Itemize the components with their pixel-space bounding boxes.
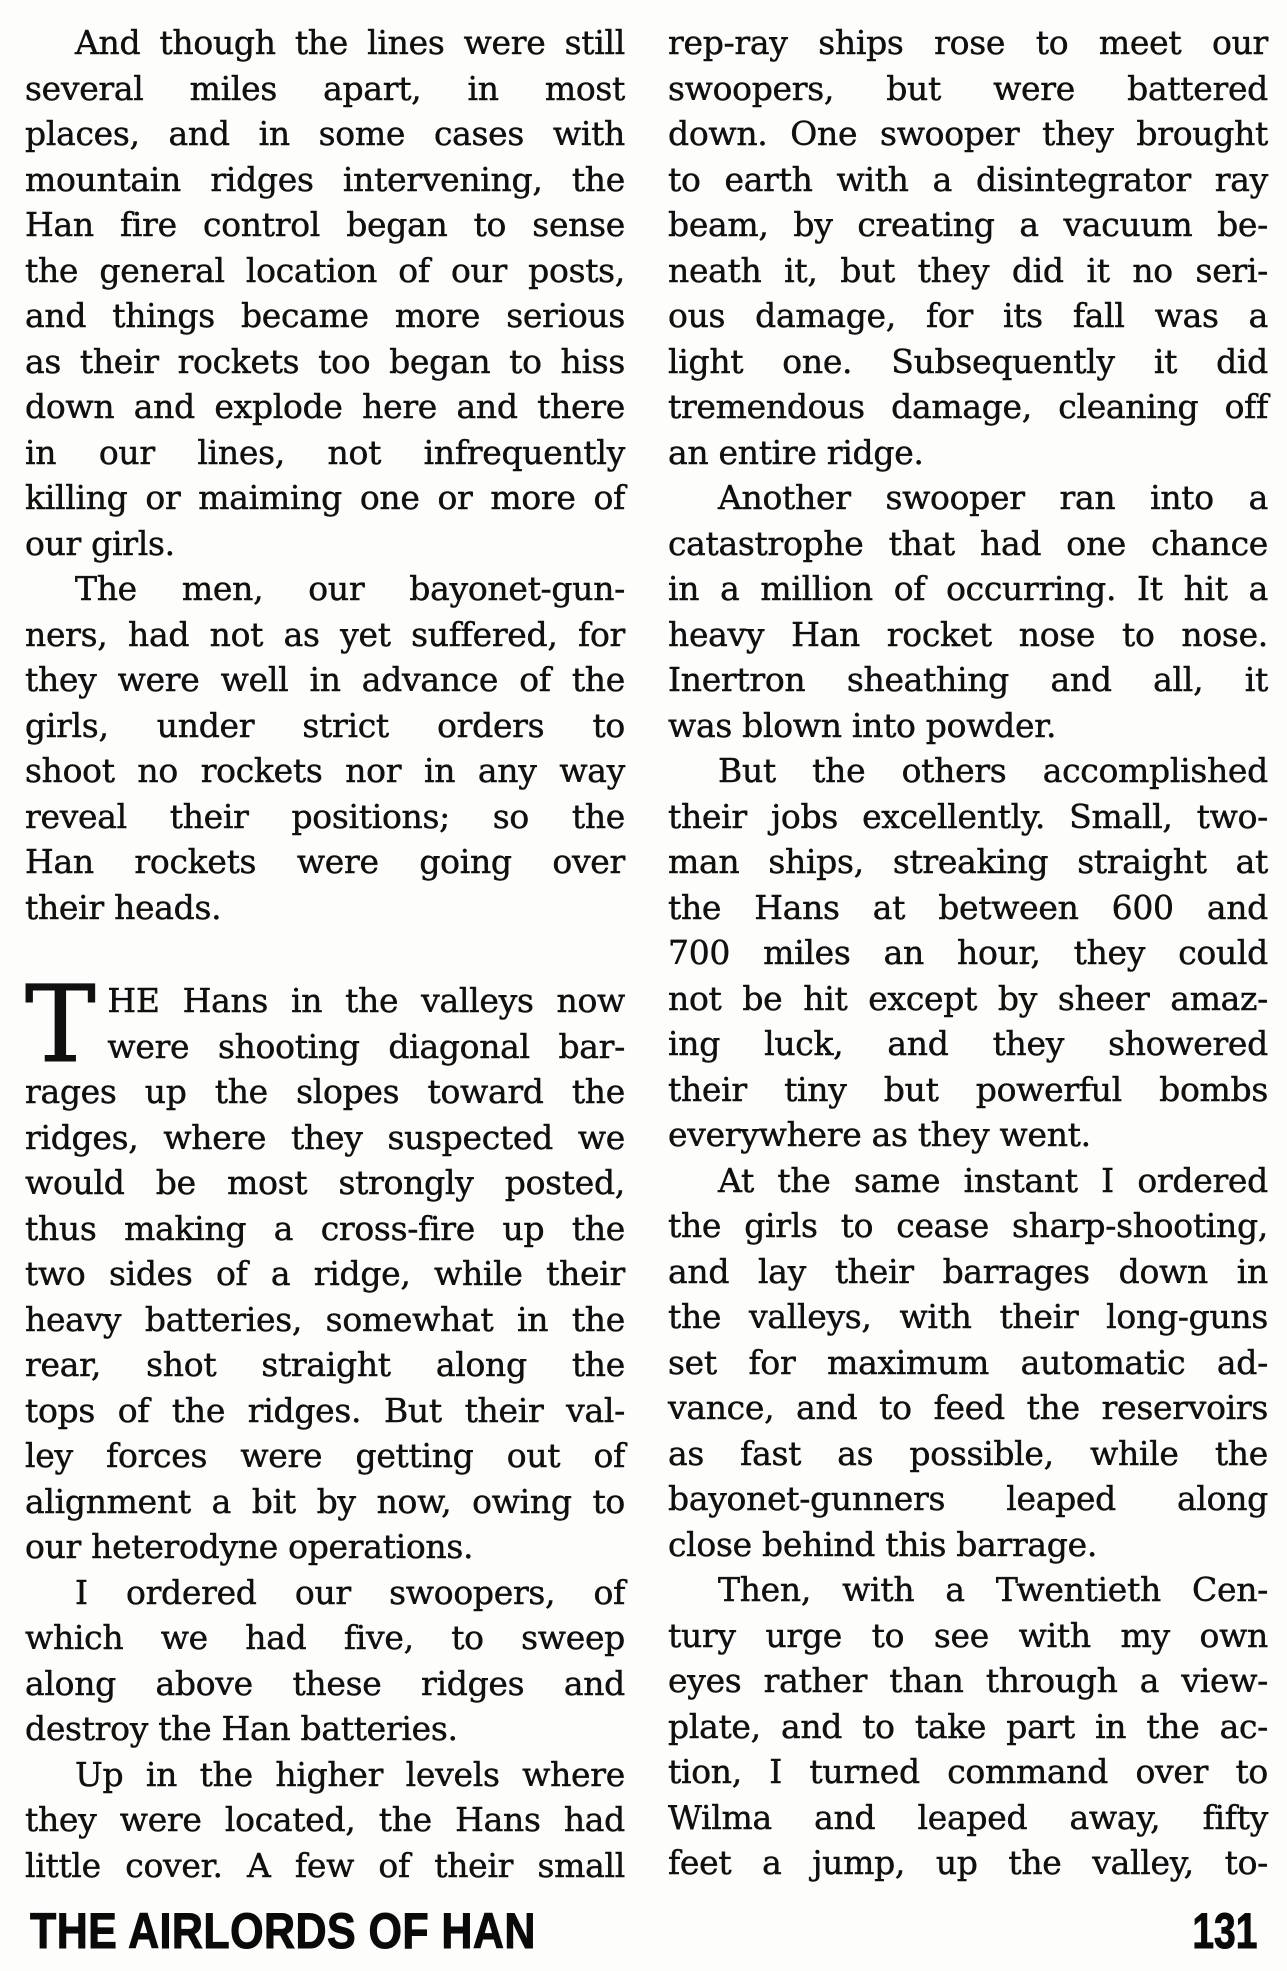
text-line: their jobs excellently. Small, two- (668, 796, 1268, 836)
text-line: as fast as possible, while the (668, 1433, 1268, 1473)
text-line: HE Hans in the valleys now (107, 981, 625, 1020)
text-line: along above these ridges and (25, 1663, 625, 1703)
text-line: Han rockets were going over (25, 842, 625, 881)
text-line: ners, had not as yet suffered, for (25, 614, 625, 654)
text-line: as their rockets too began to hiss (25, 341, 625, 381)
text-line: which we had five, to sweep (25, 1618, 625, 1657)
text-line: killing or maiming one or more of (25, 478, 625, 517)
text-line: I ordered our swoopers, of (75, 1572, 625, 1612)
paragraph (668, 475, 1268, 748)
text-line: But the others accomplished (718, 751, 1268, 790)
text-line: Inertron sheathing and all, it (668, 660, 1268, 699)
text-line: bayonet-gunners leaped along (668, 1479, 1268, 1518)
text-column-left (25, 20, 625, 1888)
text-line: beam, by creating a vacuum be- (668, 205, 1268, 244)
text-line: mountain ridges intervening, the (25, 159, 625, 199)
text-line: several miles apart, in most (25, 68, 625, 108)
text-line: catastrophe that had one chance (668, 523, 1268, 563)
text-line: rear, shot straight along the (25, 1345, 625, 1384)
footer-book-title: THE AIRLORDS OF HAN (30, 1903, 536, 1959)
text-line: Wilma and leaped away, fifty (668, 1797, 1268, 1837)
text-line: the girls to cease sharp-shooting, (668, 1206, 1268, 1245)
text-line: their tiny but powerful bombs (668, 1069, 1268, 1109)
paragraph (668, 748, 1268, 1158)
text-line: two sides of a ridge, while their (25, 1254, 625, 1293)
text-line: swoopers, but were battered (668, 68, 1268, 108)
paragraph (668, 1567, 1268, 1886)
text-line: the general location of our posts, (25, 250, 625, 290)
text-line: And though the lines were still (75, 23, 625, 62)
text-line: destroy the Han batteries. (25, 1709, 458, 1748)
text-line: tremendous damage, cleaning off (668, 387, 1268, 426)
text-line: Up in the higher levels where (75, 1754, 625, 1794)
paragraph (25, 20, 625, 566)
text-line: down. One swooper they brought (668, 114, 1268, 153)
text-line: their heads. (25, 887, 222, 927)
text-line: close behind this barrage. (668, 1524, 1098, 1564)
text-line: little cover. A few of their small (25, 1845, 625, 1885)
text-line: The men, our bayonet-gun- (75, 569, 625, 608)
text-line: plate, and to take part in the ac- (668, 1706, 1268, 1746)
running-footer (30, 1902, 1257, 1960)
text-line: the Hans at between 600 and (668, 887, 1268, 927)
text-line: the valleys, with their long-guns (668, 1297, 1268, 1336)
paragraph (668, 20, 1268, 475)
text-line: our girls. (25, 523, 175, 563)
text-line: in a million of occurring. It hit a (668, 569, 1268, 608)
text-line: down and explode here and there (25, 387, 625, 426)
text-line: was blown into powder. (668, 705, 1057, 745)
paragraph (25, 1752, 625, 1889)
text-line: ridges, where they suspected we (25, 1117, 625, 1157)
text-line: heavy batteries, somewhat in the (25, 1299, 625, 1339)
drop-cap-letter: T (25, 963, 96, 1086)
text-line: not be hit except by sheer amaz- (668, 978, 1268, 1018)
paragraph (25, 963, 625, 1570)
text-line: an entire ridge. (668, 432, 924, 472)
text-line: Han fire control began to sense (25, 205, 625, 244)
text-line: Another swooper ran into a (718, 478, 1268, 517)
text-line: ing luck, and they showered (668, 1024, 1268, 1063)
text-line: and lay their barrages down in (668, 1251, 1268, 1291)
text-line: were shooting diagonal bar- (107, 1026, 625, 1066)
text-line: would be most strongly posted, (25, 1163, 625, 1202)
text-line: At the same instant I ordered (718, 1160, 1268, 1200)
text-line: 700 miles an hour, they could (668, 933, 1268, 972)
text-line: vance, and to feed the reservoirs (668, 1388, 1268, 1427)
text-line: reveal their positions; so the (25, 796, 625, 836)
text-line: to earth with a disintegrator ray (668, 159, 1268, 199)
text-line: tops of the ridges. But their val- (25, 1390, 625, 1430)
paragraph (25, 1570, 625, 1752)
text-line: set for maximum automatic ad- (668, 1342, 1268, 1382)
paragraph (25, 566, 625, 930)
text-line: tion, I turned command over to (668, 1752, 1268, 1791)
text-line: they were located, the Hans had (25, 1800, 625, 1839)
text-line: alignment a bit by now, owing to (25, 1481, 625, 1521)
text-line: girls, under strict orders to (25, 705, 625, 745)
text-line: neath it, but they did it no seri- (668, 250, 1268, 290)
text-line: rages up the slopes toward the (25, 1072, 625, 1111)
text-line: everywhere as they went. (668, 1115, 1091, 1154)
text-line: Then, with a Twentieth Cen- (718, 1570, 1268, 1609)
text-line: rep-ray ships rose to meet our (668, 23, 1268, 62)
text-line: thus making a cross-fire up the (25, 1208, 625, 1248)
text-line: they were well in advance of the (25, 660, 625, 699)
footer-page-number: 131 (1191, 1903, 1257, 1959)
text-line: and things became more serious (25, 296, 625, 335)
text-line: places, and in some cases with (25, 114, 625, 153)
text-line: in our lines, not infrequently (25, 432, 625, 472)
text-line: shoot no rockets nor in any way (25, 751, 625, 790)
text-line: light one. Subsequently it did (668, 341, 1268, 381)
paragraph (668, 1158, 1268, 1568)
text-column-right (668, 20, 1268, 1886)
text-line: man ships, streaking straight at (668, 842, 1268, 881)
text-line: ous damage, for its fall was a (668, 296, 1268, 335)
text-line: eyes rather than through a view- (668, 1661, 1268, 1700)
text-line: feet a jump, up the valley, to- (668, 1843, 1268, 1882)
text-line: tury urge to see with my own (668, 1615, 1268, 1655)
text-line: ley forces were getting out of (25, 1436, 625, 1475)
text-line: our heterodyne operations. (25, 1527, 474, 1566)
text-line: heavy Han rocket nose to nose. (668, 614, 1268, 654)
